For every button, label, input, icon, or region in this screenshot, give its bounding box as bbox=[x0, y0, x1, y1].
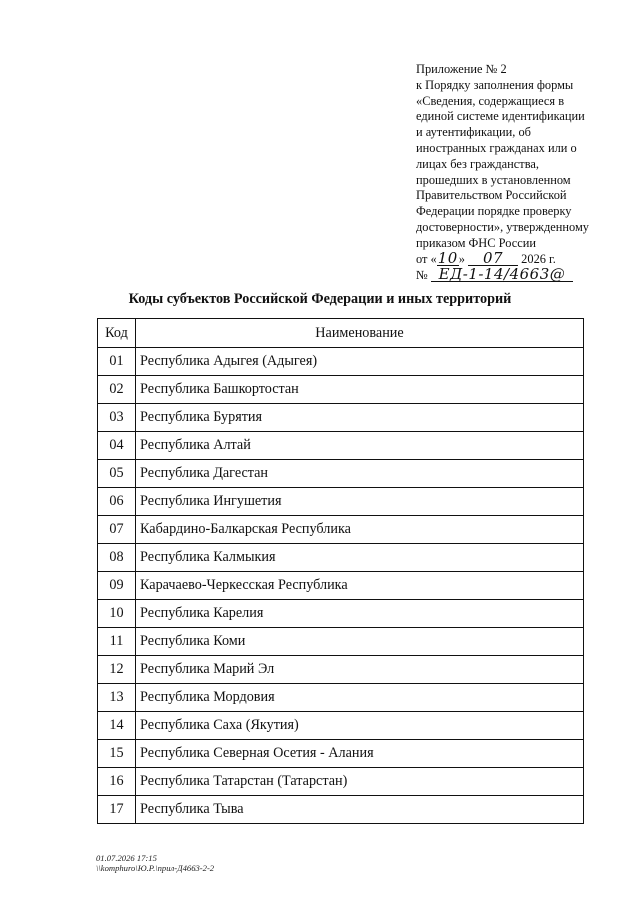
annex-line: иностранных гражданах или о bbox=[416, 140, 577, 155]
annex-line: и аутентификации, об bbox=[416, 125, 531, 140]
annex-line: Приложение № 2 bbox=[416, 62, 507, 76]
date-mid: » bbox=[458, 251, 465, 266]
region-code-cell: 17 bbox=[98, 796, 136, 824]
table-row bbox=[98, 572, 584, 600]
table-row bbox=[98, 460, 584, 488]
table-row bbox=[98, 628, 584, 656]
region-name-cell: Республика Саха (Якутия) bbox=[136, 712, 584, 740]
table-row bbox=[98, 404, 584, 432]
table-row bbox=[98, 684, 584, 712]
region-name-cell: Республика Карелия bbox=[136, 600, 584, 628]
annex-line: лицах без гражданства, bbox=[416, 156, 539, 171]
region-code-cell: 13 bbox=[98, 684, 136, 712]
footer-timestamp: 01.07.2026 17:15 bbox=[96, 853, 157, 863]
annex-line: приказом ФНС России bbox=[416, 235, 536, 250]
region-name-cell: Республика Северная Осетия - Алания bbox=[136, 740, 584, 768]
table-row bbox=[98, 740, 584, 768]
region-name-cell: Кабардино-Балкарская Республика bbox=[136, 516, 584, 544]
region-code-cell: 12 bbox=[98, 656, 136, 684]
date-day: 10 bbox=[437, 248, 458, 267]
annex-line: к Порядку заполнения формы bbox=[416, 77, 574, 92]
table-row bbox=[98, 600, 584, 628]
table-row bbox=[98, 348, 584, 376]
region-name-cell: Карачаево-Черкесская Республика bbox=[136, 572, 584, 600]
order-number: ЕД-1-14/4663@ bbox=[431, 268, 573, 282]
region-name-cell: Республика Ингушетия bbox=[136, 488, 584, 516]
region-code-cell: 05 bbox=[98, 460, 136, 488]
table-row bbox=[98, 656, 584, 684]
region-name-cell: Республика Коми bbox=[136, 628, 584, 656]
date-month: 07 bbox=[468, 252, 518, 266]
table-row bbox=[98, 796, 584, 824]
number-prefix: № bbox=[416, 267, 428, 282]
region-name-cell: Республика Адыгея (Адыгея) bbox=[136, 348, 584, 376]
table-row bbox=[98, 712, 584, 740]
annex-line: прошедших в установленном bbox=[416, 172, 571, 187]
region-name-cell: Республика Татарстан (Татарстан) bbox=[136, 768, 584, 796]
annex-line: достоверности», утвержденному bbox=[416, 219, 590, 234]
table-row bbox=[98, 488, 584, 516]
region-code-cell: 08 bbox=[98, 544, 136, 572]
region-code-cell: 06 bbox=[98, 488, 136, 516]
table-row bbox=[98, 376, 584, 404]
page-title: Коды субъектов Российской Федерации и иных территорий bbox=[128, 291, 512, 307]
region-code-cell: 07 bbox=[98, 516, 136, 544]
table-row bbox=[98, 544, 584, 572]
region-name-cell: Республика Башкортостан bbox=[136, 376, 584, 404]
region-name-cell: Республика Мордовия bbox=[136, 684, 584, 712]
date-year: 2026 г. bbox=[521, 251, 556, 266]
region-code-cell: 04 bbox=[98, 432, 136, 460]
region-code-cell: 03 bbox=[98, 404, 136, 432]
table-header-row bbox=[98, 319, 584, 348]
annex-number-line bbox=[416, 264, 616, 284]
table-row bbox=[98, 432, 584, 460]
region-name-cell: Республика Дагестан bbox=[136, 460, 584, 488]
table-row bbox=[98, 768, 584, 796]
header-code: Код bbox=[98, 319, 136, 348]
region-code-cell: 09 bbox=[98, 572, 136, 600]
region-name-cell: Республика Тыва bbox=[136, 796, 584, 824]
region-name-cell: Республика Алтай bbox=[136, 432, 584, 460]
region-name-cell: Республика Бурятия bbox=[136, 404, 584, 432]
footer-stamp bbox=[96, 853, 214, 873]
annex-line: «Сведения, содержащиеся в bbox=[416, 93, 565, 108]
region-codes-table bbox=[97, 318, 584, 824]
annex-line: Федерации порядке проверку bbox=[416, 204, 572, 219]
annex-block bbox=[416, 62, 616, 284]
region-code-cell: 10 bbox=[98, 600, 136, 628]
table-body bbox=[98, 348, 584, 824]
region-code-cell: 16 bbox=[98, 768, 136, 796]
annex-text bbox=[416, 62, 616, 252]
date-prefix: от « bbox=[416, 251, 437, 266]
region-name-cell: Республика Марий Эл bbox=[136, 656, 584, 684]
annex-line: единой системе идентификации bbox=[416, 109, 585, 124]
region-code-cell: 15 bbox=[98, 740, 136, 768]
region-name-cell: Республика Калмыкия bbox=[136, 544, 584, 572]
region-code-cell: 01 bbox=[98, 348, 136, 376]
table-row bbox=[98, 516, 584, 544]
footer-file-path: \\komphuro\Ю.Р.\прил-Д4663-2-2 bbox=[96, 863, 215, 873]
region-code-cell: 02 bbox=[98, 376, 136, 404]
annex-line: Правительством Российской bbox=[416, 188, 567, 203]
region-code-cell: 14 bbox=[98, 712, 136, 740]
region-code-cell: 11 bbox=[98, 628, 136, 656]
header-name: Наименование bbox=[136, 319, 584, 348]
